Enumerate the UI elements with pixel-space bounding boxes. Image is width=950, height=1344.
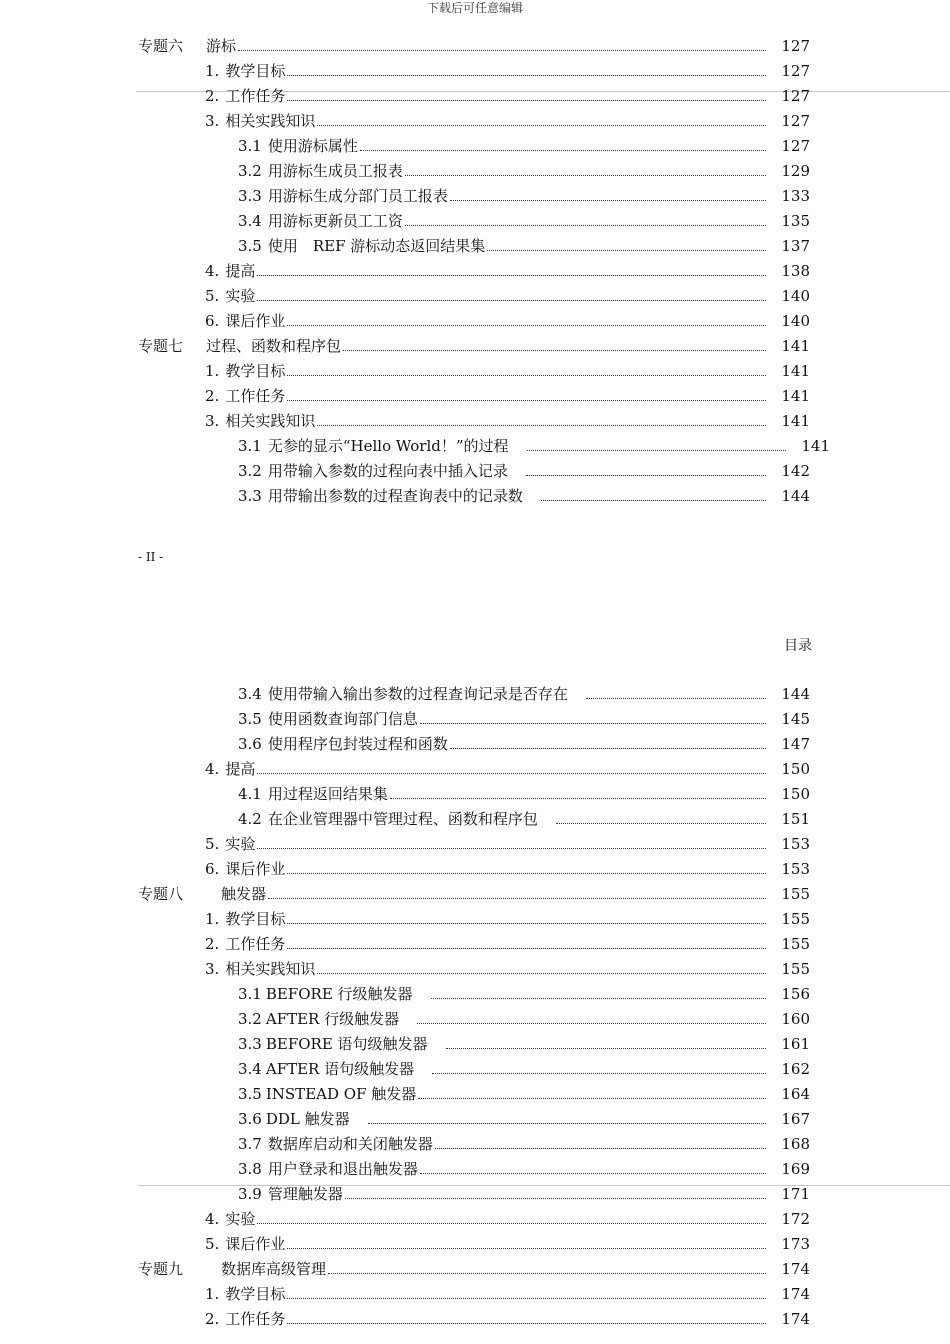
leader-dots (257, 275, 766, 276)
leader-dots (238, 50, 766, 51)
page-number: 141 (781, 362, 810, 380)
leader-dots (317, 973, 766, 974)
toc-chapter[interactable] (138, 335, 810, 357)
toc-section[interactable] (205, 758, 810, 780)
page-number: 164 (781, 1085, 810, 1103)
chapter-prefix: 专题八 (138, 885, 184, 903)
leader-dots (487, 250, 766, 251)
page-number: 172 (781, 1210, 810, 1228)
page-number: 156 (781, 985, 810, 1003)
toc-subsection[interactable] (238, 808, 810, 830)
section-number: 3.6 (238, 1110, 262, 1128)
section-number: 3.6 (238, 735, 262, 753)
leader-dots (450, 200, 766, 201)
leader-dots (287, 923, 766, 924)
toc-title: 相关实践知识 (225, 112, 316, 130)
section-number: 1. (205, 62, 220, 80)
toc-section[interactable] (205, 360, 810, 382)
leader-dots (390, 798, 766, 799)
section-number: 3.4 (238, 1060, 262, 1078)
leader-dots (405, 175, 766, 176)
leader-dots (435, 1148, 766, 1149)
leader-dots (526, 475, 766, 476)
chapter-prefix: 专题七 (138, 337, 184, 355)
page-number: 169 (781, 1160, 810, 1178)
toc-subsection[interactable] (238, 1108, 810, 1130)
toc-title: 用户登录和退出触发器 (267, 1160, 418, 1178)
leader-dots (586, 698, 766, 699)
toc-section[interactable] (205, 410, 810, 432)
leader-dots (287, 100, 766, 101)
toc-section[interactable] (205, 385, 810, 407)
toc-subsection[interactable] (238, 160, 810, 182)
leader-dots (432, 1073, 766, 1074)
section-number: 3.3 (238, 487, 262, 505)
leader-dots (287, 400, 766, 401)
leader-dots (343, 350, 766, 351)
page-number: 127 (781, 62, 810, 80)
leader-dots (317, 425, 766, 426)
toc-title: 教学目标 (225, 910, 286, 928)
chapter-prefix: 专题六 (138, 37, 184, 55)
page-number: 162 (781, 1060, 810, 1078)
leader-dots (420, 723, 766, 724)
toc-title: 工作任务 (225, 387, 286, 405)
section-number: 3.1 (238, 137, 262, 155)
toc-subsection[interactable] (238, 983, 810, 1005)
toc-section[interactable] (205, 1308, 810, 1330)
leader-dots (287, 325, 766, 326)
section-number: 3. (205, 960, 220, 978)
toc-title: BEFORE 行级触发器 (265, 985, 413, 1003)
toc-subsection[interactable] (238, 485, 810, 507)
leader-dots (287, 948, 766, 949)
toc-title: 使用程序包封装过程和函数 (267, 735, 448, 753)
toc-title: 工作任务 (225, 1310, 286, 1328)
toc-title: AFTER 语句级触发器 (265, 1060, 415, 1078)
toc-title: 用过程返回结果集 (267, 785, 388, 803)
toc-subsection[interactable] (238, 683, 810, 705)
toc-title: 数据库高级管理 (221, 1260, 327, 1278)
page-number: 141 (801, 437, 830, 455)
toc-title: 实验 (225, 835, 256, 853)
section-number: 3. (205, 112, 220, 130)
page-number: 140 (781, 312, 810, 330)
section-number: 3.2 (238, 1010, 262, 1028)
leader-dots (287, 1248, 766, 1249)
leader-dots (257, 773, 766, 774)
section-number: 4. (205, 760, 220, 778)
toc-subsection[interactable] (238, 460, 810, 482)
section-number: 2. (205, 87, 220, 105)
page-number: 153 (781, 860, 810, 878)
toc-title: 实验 (225, 1210, 256, 1228)
toc-section[interactable] (205, 1233, 810, 1255)
toc-section[interactable] (205, 933, 810, 955)
toc-title: 工作任务 (225, 935, 286, 953)
toc-title: 游标 (206, 37, 237, 55)
leader-dots (257, 1223, 766, 1224)
page-number: 150 (781, 785, 810, 803)
toc-title: 用带输入参数的过程向表中插入记录 (267, 462, 508, 480)
page-number: 155 (781, 885, 810, 903)
page-header-label: 目录 (784, 638, 812, 654)
toc-section[interactable] (205, 833, 810, 855)
toc-section[interactable] (205, 908, 810, 930)
toc-title: 教学目标 (225, 362, 286, 380)
page-number: 147 (781, 735, 810, 753)
section-number: 2. (205, 387, 220, 405)
toc-title: 工作任务 (225, 87, 286, 105)
toc-subsection[interactable] (238, 235, 810, 257)
leader-dots (287, 1298, 766, 1299)
leader-dots (287, 375, 766, 376)
toc-title: 用游标更新员工工资 (267, 212, 403, 230)
page-number: 138 (781, 262, 810, 280)
toc-subsection[interactable] (238, 708, 810, 730)
toc-subsection[interactable] (238, 733, 810, 755)
toc-subsection[interactable] (238, 435, 830, 457)
toc-section[interactable] (205, 60, 810, 82)
toc-title: 用带输出参数的过程查询表中的记录数 (267, 487, 523, 505)
toc-subsection[interactable] (238, 1183, 810, 1205)
section-number: 5. (205, 1235, 220, 1253)
toc-subsection[interactable] (238, 135, 810, 157)
toc-title: INSTEAD OF 触发器 (265, 1085, 417, 1103)
section-number: 5. (205, 835, 220, 853)
page-number: 135 (781, 212, 810, 230)
toc-chapter[interactable] (138, 883, 810, 905)
leader-dots (268, 898, 766, 899)
toc-title: 触发器 (221, 885, 267, 903)
leader-dots (368, 1123, 766, 1124)
page-number: 174 (781, 1285, 810, 1303)
page-number: 167 (781, 1110, 810, 1128)
section-number: 1. (205, 910, 220, 928)
toc-subsection[interactable] (238, 1133, 810, 1155)
leader-dots (556, 823, 766, 824)
section-number: 4. (205, 262, 220, 280)
leader-dots (317, 125, 766, 126)
toc-title: AFTER 行级触发器 (265, 1010, 400, 1028)
section-number: 3.1 (238, 437, 262, 455)
page-number: 173 (781, 1235, 810, 1253)
section-number: 3.2 (238, 162, 262, 180)
page-footer-number: - II - (138, 550, 164, 564)
toc-section[interactable] (205, 260, 810, 282)
leader-dots (287, 1323, 766, 1324)
toc-title: 提高 (225, 760, 256, 778)
leader-dots (287, 75, 766, 76)
toc-title: 教学目标 (225, 1285, 286, 1303)
page-number: 127 (781, 37, 810, 55)
section-number: 6. (205, 860, 220, 878)
toc-title: 使用带输入输出参数的过程查询记录是否存在 (267, 685, 568, 703)
section-number: 3.3 (238, 1035, 262, 1053)
top-note: 下载后可任意编辑 (426, 1, 523, 15)
page-number: 150 (781, 760, 810, 778)
toc-title: 相关实践知识 (225, 960, 316, 978)
toc-section[interactable] (205, 1208, 810, 1230)
toc-title: 使用函数查询部门信息 (267, 710, 418, 728)
toc-subsection[interactable] (238, 210, 810, 232)
leader-dots (345, 1198, 766, 1199)
section-number: 3.4 (238, 685, 262, 703)
page-number: 140 (781, 287, 810, 305)
page-number: 153 (781, 835, 810, 853)
toc-title: 课后作业 (225, 1235, 286, 1253)
section-number: 2. (205, 935, 220, 953)
page-number: 137 (781, 237, 810, 255)
toc-title: 管理触发器 (267, 1185, 343, 1203)
section-number: 3.3 (238, 187, 262, 205)
page-number: 174 (781, 1310, 810, 1328)
toc-subsection[interactable] (238, 1083, 810, 1105)
page-number: 161 (781, 1035, 810, 1053)
section-number: 3.2 (238, 462, 262, 480)
page-number: 141 (781, 412, 810, 430)
section-number: 3.7 (238, 1135, 262, 1153)
section-number: 3.5 (238, 1085, 262, 1103)
toc-title: 提高 (225, 262, 256, 280)
page-number: 142 (781, 462, 810, 480)
toc-title: 教学目标 (225, 62, 286, 80)
section-number: 3. (205, 412, 220, 430)
section-number: 3.5 (238, 237, 262, 255)
page-number: 168 (781, 1135, 810, 1153)
toc-title: 使用游标属性 (267, 137, 358, 155)
toc-subsection[interactable] (238, 185, 810, 207)
leader-dots (417, 1023, 766, 1024)
section-number: 5. (205, 287, 220, 305)
page-number: 133 (781, 187, 810, 205)
toc-title: 相关实践知识 (225, 412, 316, 430)
page-number: 127 (781, 87, 810, 105)
toc-section[interactable] (205, 858, 810, 880)
toc-title: 使用 REF 游标动态返回结果集 (267, 237, 486, 255)
leader-dots (257, 848, 766, 849)
page-number: 155 (781, 960, 810, 978)
page-number: 144 (781, 685, 810, 703)
section-number: 3.8 (238, 1160, 262, 1178)
toc-subsection[interactable] (238, 1008, 810, 1030)
page-number: 127 (781, 112, 810, 130)
toc-title: 实验 (225, 287, 256, 305)
section-number: 4. (205, 1210, 220, 1228)
toc-section[interactable] (205, 110, 810, 132)
leader-dots (541, 500, 766, 501)
toc-title: 课后作业 (225, 860, 286, 878)
toc-title: 用游标生成分部门员工报表 (267, 187, 448, 205)
toc-title: 课后作业 (225, 312, 286, 330)
leader-dots (405, 225, 766, 226)
section-number: 4.2 (238, 810, 262, 828)
section-number: 3.9 (238, 1185, 262, 1203)
toc-subsection[interactable] (238, 783, 810, 805)
page-number: 127 (781, 137, 810, 155)
leader-dots (527, 450, 786, 451)
page-number: 160 (781, 1010, 810, 1028)
section-number: 3.1 (238, 985, 262, 1003)
leader-dots (360, 150, 766, 151)
toc-chapter[interactable] (138, 35, 810, 57)
page-number: 174 (781, 1260, 810, 1278)
section-number: 1. (205, 1285, 220, 1303)
page-number: 171 (781, 1185, 810, 1203)
leader-dots (257, 300, 766, 301)
toc-subsection[interactable] (238, 1158, 810, 1180)
page-number: 155 (781, 910, 810, 928)
chapter-prefix: 专题九 (138, 1260, 184, 1278)
page-number: 144 (781, 487, 810, 505)
page-number: 151 (781, 810, 810, 828)
toc-section[interactable] (205, 1283, 810, 1305)
section-number: 3.4 (238, 212, 262, 230)
page-number: 141 (781, 387, 810, 405)
toc-section[interactable] (205, 958, 810, 980)
page-number: 141 (781, 337, 810, 355)
leader-dots (418, 1098, 766, 1099)
section-number: 3.5 (238, 710, 262, 728)
section-number: 4.1 (238, 785, 262, 803)
toc-title: 数据库启动和关闭触发器 (267, 1135, 433, 1153)
toc-title: BEFORE 语句级触发器 (265, 1035, 428, 1053)
leader-dots (450, 748, 766, 749)
page-number: 129 (781, 162, 810, 180)
leader-dots (420, 1173, 766, 1174)
leader-dots (287, 873, 766, 874)
section-number: 6. (205, 312, 220, 330)
section-number: 1. (205, 362, 220, 380)
toc-chapter[interactable] (138, 1258, 810, 1280)
page-number: 145 (781, 710, 810, 728)
toc-subsection[interactable] (238, 1033, 810, 1055)
leader-dots (431, 998, 766, 999)
toc-title: 在企业管理器中管理过程、函数和程序包 (267, 810, 538, 828)
toc-title: DDL 触发器 (265, 1110, 350, 1128)
toc-title: 用游标生成员工报表 (267, 162, 403, 180)
section-number: 2. (205, 1310, 220, 1328)
toc-title: 无参的显示“Hello World！”的过程 (267, 437, 509, 455)
toc-section[interactable] (205, 85, 810, 107)
leader-dots (328, 1273, 766, 1274)
page-number: 155 (781, 935, 810, 953)
leader-dots (446, 1048, 766, 1049)
toc-section[interactable] (205, 310, 810, 332)
toc-subsection[interactable] (238, 1058, 810, 1080)
toc-title: 过程、函数和程序包 (206, 337, 342, 355)
toc-section[interactable] (205, 285, 810, 307)
